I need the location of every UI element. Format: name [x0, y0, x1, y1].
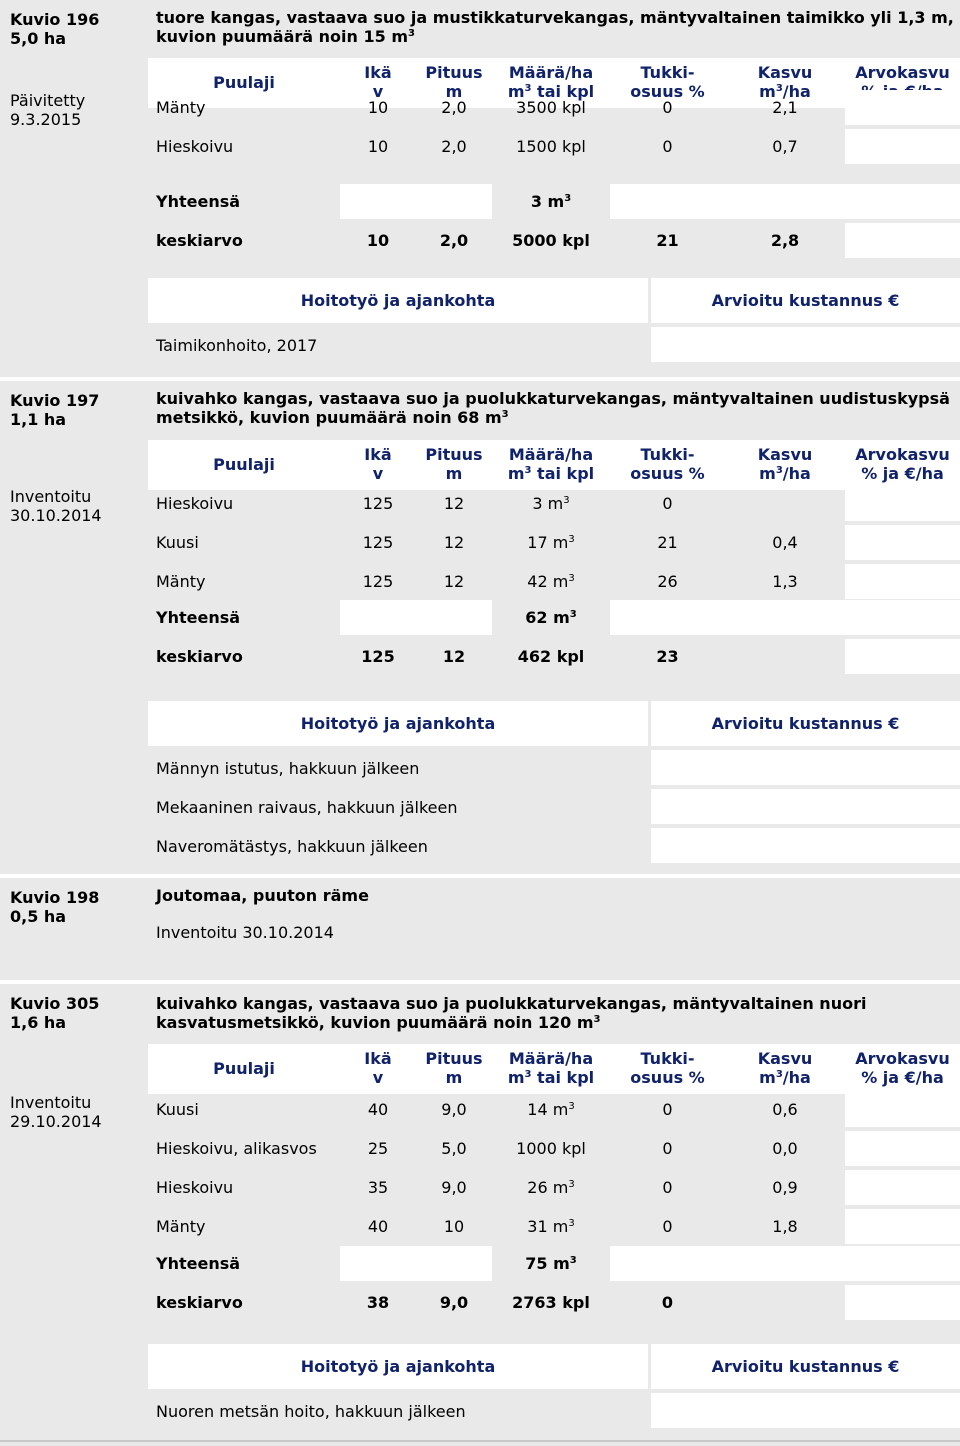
work-item: Mekaaninen raivaus, hakkuun jälkeen	[156, 798, 458, 817]
col-tukki-unit: osuus %	[630, 464, 705, 483]
growth-cell: 0,7	[772, 137, 798, 156]
species-cell: Kuusi	[156, 1100, 199, 1119]
col-arvokasvu-unit: % ja €/ha	[861, 1068, 944, 1087]
growth-cell: 0,0	[772, 1139, 798, 1158]
volume-cell: 17 $m^3$	[527, 533, 575, 552]
cost-header: Arvioitu kustannus €	[711, 714, 900, 733]
value-growth-cell	[845, 1092, 960, 1127]
average-log-share: 23	[656, 647, 679, 666]
date-label: Inventoitu	[10, 487, 92, 506]
date-value: 29.10.2014	[10, 1112, 102, 1131]
kuvio-description: metsikkö, kuvion puumäärä noin 68 $m^3$	[156, 408, 509, 427]
col-pituus-unit: m	[445, 464, 463, 483]
height-cell: 9,0	[441, 1100, 467, 1119]
col-maara-unit: $m^3$ tai kpl	[507, 82, 595, 101]
total-label: Yhteensä	[156, 1254, 241, 1273]
age-cell: 10	[367, 98, 389, 117]
work-header: Hoitotyö ja ajankohta	[300, 291, 496, 310]
age-cell: 40	[367, 1217, 389, 1236]
log-share-cell: 0	[662, 137, 673, 156]
kuvio-description: kuivahko kangas, vastaava suo ja puolukkaturvekangas, mäntyvaltainen uudistuskypsä	[156, 389, 950, 408]
volume-cell: 14 $m^3$	[527, 1100, 575, 1119]
volume-cell: 3 $m^3$	[532, 494, 570, 513]
col-ika-unit: v	[372, 82, 384, 101]
col-maara-header: Määrä/ha	[508, 1049, 594, 1068]
growth-cell: 0,4	[772, 533, 798, 552]
date-value: 30.10.2014	[10, 506, 102, 525]
col-tukki-header: Tukki-	[640, 445, 695, 464]
blank-cell	[845, 223, 960, 258]
inventory-date: Inventoitu 30.10.2014	[156, 923, 334, 942]
height-cell: 12	[443, 533, 465, 552]
average-growth: 2,8	[770, 231, 800, 250]
col-pituus-header: Pituus	[425, 63, 483, 82]
age-cell: 125	[362, 533, 394, 552]
col-kasvu-header: Kasvu	[757, 63, 813, 82]
col-puulaji-header: Puulaji	[213, 455, 275, 474]
kuvio-description: kasvatusmetsikkö, kuvion puumäärä noin 120 $m^3$	[156, 1013, 601, 1032]
kuvio-area: 1,6 ha	[10, 1013, 67, 1032]
growth-cell: 0,9	[772, 1178, 798, 1197]
average-age: 10	[366, 231, 390, 250]
height-cell: 12	[443, 494, 465, 513]
col-tukki-header: Tukki-	[640, 1049, 695, 1068]
average-log-share: 21	[656, 231, 679, 250]
col-ika-header: Ikä	[364, 445, 392, 464]
height-cell: 2,0	[441, 137, 467, 156]
average-volume: 462 kpl	[517, 647, 585, 666]
log-share-cell: 0	[662, 1178, 673, 1197]
cost-cell	[651, 828, 960, 863]
work-item: Nuoren metsän hoito, hakkuun jälkeen	[156, 1402, 466, 1421]
value-growth-cell	[845, 564, 960, 599]
average-label: keskiarvo	[156, 231, 243, 250]
kuvio-section	[0, 381, 960, 874]
work-item: Taimikonhoito, 2017	[156, 336, 318, 355]
log-share-cell: 0	[662, 494, 673, 513]
col-pituus-header: Pituus	[425, 1049, 483, 1068]
kuvio-left-panel	[0, 381, 148, 874]
value-growth-cell	[845, 1131, 960, 1166]
kuvio-description: tuore kangas, vastaava suo ja mustikkaturvekangas, mäntyvaltainen taimikko yli 1,3 m,	[156, 8, 954, 27]
date-label: Inventoitu	[10, 1093, 92, 1112]
age-cell: 125	[362, 572, 394, 591]
log-share-cell: 0	[662, 1139, 673, 1158]
height-cell: 5,0	[441, 1139, 467, 1158]
col-tukki-header: Tukki-	[640, 63, 695, 82]
col-kasvu-header: Kasvu	[757, 445, 813, 464]
cost-cell	[651, 327, 960, 362]
col-pituus-header: Pituus	[425, 445, 483, 464]
blank-cell	[340, 1246, 492, 1281]
col-kasvu-unit: $m^3/ha$	[759, 1068, 811, 1087]
species-cell: Mänty	[156, 98, 206, 117]
species-cell: Hieskoivu	[156, 137, 234, 156]
col-arvokasvu-header: Arvokasvu	[855, 63, 950, 82]
growth-cell	[725, 486, 845, 521]
col-arvokasvu-header: Arvokasvu	[855, 1049, 950, 1068]
col-arvokasvu-header: Arvokasvu	[855, 445, 950, 464]
species-cell: Hieskoivu	[156, 1178, 234, 1197]
volume-cell: 1000 kpl	[516, 1139, 586, 1158]
volume-cell: 3500 kpl	[516, 98, 586, 117]
average-age: 38	[366, 1293, 390, 1312]
col-kasvu-unit: $m^3/ha$	[759, 464, 811, 483]
blank-cell	[610, 1246, 960, 1281]
log-share-cell: 26	[657, 572, 678, 591]
growth-cell: 1,3	[772, 572, 798, 591]
average-height: 12	[442, 647, 466, 666]
kuvio-title: Kuvio 197	[10, 391, 100, 410]
volume-cell: 42 $m^3$	[527, 572, 575, 591]
col-kasvu-header: Kasvu	[757, 1049, 813, 1068]
average-label: keskiarvo	[156, 647, 243, 666]
height-cell: 2,0	[441, 98, 467, 117]
value-growth-cell	[845, 1209, 960, 1244]
age-cell: 40	[367, 1100, 389, 1119]
total-volume: 3 $m^3$	[530, 192, 572, 211]
average-height: 9,0	[439, 1293, 469, 1312]
col-tukki-unit: osuus %	[630, 82, 705, 101]
height-cell: 12	[443, 572, 465, 591]
average-age: 125	[361, 647, 395, 666]
kuvio-description: kuivahko kangas, vastaava suo ja puolukkaturvekangas, mäntyvaltainen nuori	[156, 994, 867, 1013]
age-cell: 10	[367, 137, 389, 156]
col-ika-unit: v	[372, 1068, 384, 1087]
average-volume: 5000 kpl	[512, 231, 590, 250]
cost-header: Arvioitu kustannus €	[711, 291, 900, 310]
volume-cell: 31 $m^3$	[527, 1217, 575, 1236]
total-volume: 62 $m^3$	[525, 608, 577, 627]
kuvio-left-panel	[0, 984, 148, 1446]
average-log-share: 0	[661, 1293, 674, 1312]
species-cell: Mänty	[156, 572, 206, 591]
kuvio-description: Joutomaa, puuton räme	[156, 886, 369, 905]
value-growth-cell	[845, 90, 960, 125]
col-maara-header: Määrä/ha	[508, 445, 594, 464]
col-maara-unit: $m^3$ tai kpl	[507, 1068, 595, 1087]
age-cell: 125	[362, 494, 394, 513]
growth-cell: 1,8	[772, 1217, 798, 1236]
col-arvokasvu-unit: % ja €/ha	[861, 464, 944, 483]
kuvio-description: kuvion puumäärä noin 15 $m^3$	[156, 27, 415, 46]
blank-cell	[845, 1285, 960, 1320]
species-cell: Mänty	[156, 1217, 206, 1236]
average-growth	[725, 639, 845, 674]
log-share-cell: 0	[662, 1100, 673, 1119]
value-growth-cell	[845, 1170, 960, 1205]
value-growth-cell	[845, 486, 960, 521]
col-pituus-unit: m	[445, 1068, 463, 1087]
growth-cell: 2,1	[772, 98, 798, 117]
work-item: Naveromätästys, hakkuun jälkeen	[156, 837, 428, 856]
value-growth-cell	[845, 129, 960, 164]
species-cell: Kuusi	[156, 533, 199, 552]
cost-cell	[651, 750, 960, 785]
blank-cell	[340, 184, 492, 219]
height-cell: 10	[443, 1217, 465, 1236]
age-cell: 25	[367, 1139, 389, 1158]
average-growth	[725, 1285, 845, 1320]
cost-cell	[651, 789, 960, 824]
col-kasvu-unit: $m^3/ha$	[759, 82, 811, 101]
col-maara-header: Määrä/ha	[508, 63, 594, 82]
cost-header: Arvioitu kustannus €	[711, 1357, 900, 1376]
height-cell: 9,0	[441, 1178, 467, 1197]
cost-cell	[651, 1393, 960, 1428]
col-pituus-unit: m	[445, 82, 463, 101]
col-ika-header: Ikä	[364, 63, 392, 82]
date-value: 9.3.2015	[10, 110, 82, 129]
species-cell: Hieskoivu	[156, 494, 234, 513]
log-share-cell: 0	[662, 1217, 673, 1236]
blank-cell	[610, 600, 960, 635]
kuvio-title: Kuvio 196	[10, 10, 100, 29]
kuvio-area: 1,1 ha	[10, 410, 67, 429]
kuvio-section	[0, 984, 960, 1446]
kuvio-title: Kuvio 305	[10, 994, 100, 1013]
kuvio-section	[0, 0, 960, 377]
kuvio-area: 5,0 ha	[10, 29, 67, 48]
col-puulaji-header: Puulaji	[213, 1059, 275, 1078]
log-share-cell: 21	[657, 533, 678, 552]
age-cell: 35	[367, 1178, 389, 1197]
col-tukki-unit: osuus %	[630, 1068, 705, 1087]
growth-cell: 0,6	[772, 1100, 798, 1119]
kuvio-title: Kuvio 198	[10, 888, 100, 907]
volume-cell: 1500 kpl	[516, 137, 586, 156]
work-header: Hoitotyö ja ajankohta	[300, 714, 496, 733]
work-header: Hoitotyö ja ajankohta	[300, 1357, 496, 1376]
date-label: Päivitetty	[10, 91, 86, 110]
value-growth-cell	[845, 525, 960, 560]
col-maara-unit: $m^3$ tai kpl	[507, 464, 595, 483]
average-height: 2,0	[439, 231, 469, 250]
blank-cell	[610, 184, 960, 219]
species-cell: Hieskoivu, alikasvos	[156, 1139, 317, 1158]
col-ika-unit: v	[372, 464, 384, 483]
col-puulaji-header: Puulaji	[213, 73, 275, 92]
blank-cell	[845, 639, 960, 674]
total-volume: 75 $m^3$	[525, 1254, 577, 1273]
total-label: Yhteensä	[156, 608, 241, 627]
volume-cell: 26 $m^3$	[527, 1178, 575, 1197]
bottom-rule	[0, 1440, 960, 1442]
total-label: Yhteensä	[156, 192, 241, 211]
average-volume: 2763 kpl	[512, 1293, 590, 1312]
average-label: keskiarvo	[156, 1293, 243, 1312]
col-ika-header: Ikä	[364, 1049, 392, 1068]
kuvio-left-panel	[0, 0, 148, 377]
kuvio-area: 0,5 ha	[10, 907, 67, 926]
blank-cell	[340, 600, 492, 635]
work-item: Männyn istutus, hakkuun jälkeen	[156, 759, 420, 778]
kuvio-section	[0, 878, 960, 980]
log-share-cell: 0	[662, 98, 673, 117]
